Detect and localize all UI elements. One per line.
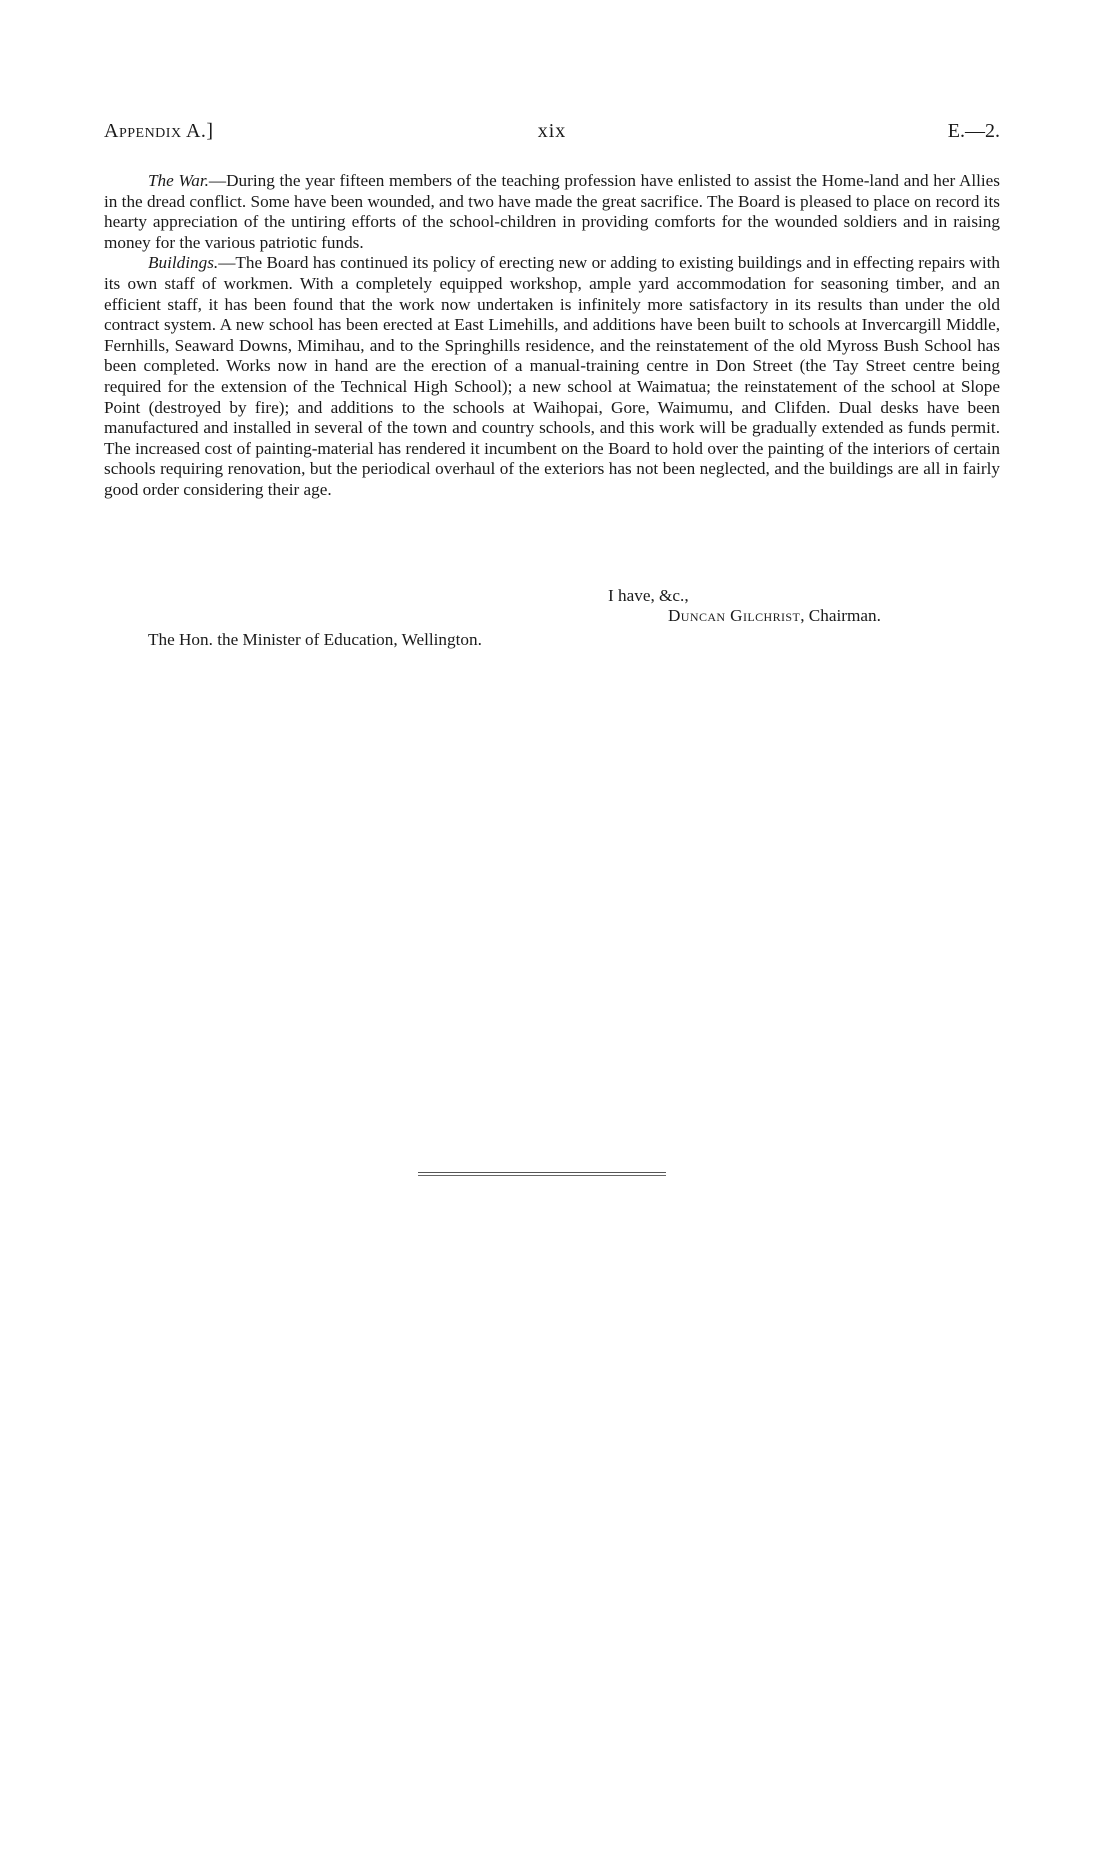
paragraph-text: —The Board has continued its policy of erecting new or adding to existing buildings and in effecting repairs with its own staff of workmen. With a completely equipped workshop, ample yard accommodation for seasoning timber, and an efficient staff, it has been found that the work now undertaken is infinitely more satisfactory in its results than under the old contract system. A new school has been erected at East Limehills, and additions have been built to schools at Invercargill Middle, Fernhills, Seaward Downs, Mimihau, and to the Springhills residence, and the reinstatement of the old Myross Bush School has been completed. Works now in hand are the erection of a manual-training centre in Don Street (the Tay Street centre being required for the extension of the Technical High School); a new school at Waimatua; the reinstatement of the school at Slope Point (destroyed by fire); and additions to the schools at Waihopai, Gore, Waimumu, and Clifden. Dual desks have been manufactured and installed in several of the town and country schools, and this work will be gradually extended as funds permit. The increased cost of painting-material has rendered it incumbent on the Board to hold over the painting of the interiors of certain schools requiring renovation, but the periodical overhaul of the exteriors has not been neglected, and the buildings are all in fairly good order considering their age.: [104, 253, 1000, 499]
addressee: The Hon. the Minister of Education, Wellington.: [148, 630, 482, 649]
page-header: [104, 120, 1000, 150]
header-document-code: E.—2.: [947, 120, 1000, 142]
paragraph-text: —During the year fifteen members of the teaching profession have enlisted to assist the Home-land and her Allies in the dread conflict. Some have been wounded, and two have made the great sacrifice. The Board is pleased to place on record its hearty appreciation of the untiring efforts of the school-children in providing comforts for the wounded soldiers and in raising money for the various patriotic funds.: [104, 171, 1000, 252]
rule-line: [418, 1175, 666, 1176]
header-appendix-label: Appendix A.]: [104, 120, 214, 142]
signoff-salutation: I have, &c.,: [608, 586, 689, 605]
signatory-title: , Chairman.: [800, 606, 881, 625]
paragraph-buildings: [104, 253, 1000, 500]
header-page-number: xix: [537, 120, 567, 142]
signoff-signature: [668, 606, 881, 626]
rule-line: [418, 1172, 666, 1173]
signatory-name: Duncan Gilchrist: [668, 606, 801, 625]
paragraph-heading: The War.: [148, 171, 209, 190]
paragraph-heading: Buildings.: [148, 253, 219, 273]
paragraph-the-war: [104, 171, 1000, 253]
report-body: [104, 171, 1000, 501]
end-rule-divider: [418, 1172, 666, 1177]
